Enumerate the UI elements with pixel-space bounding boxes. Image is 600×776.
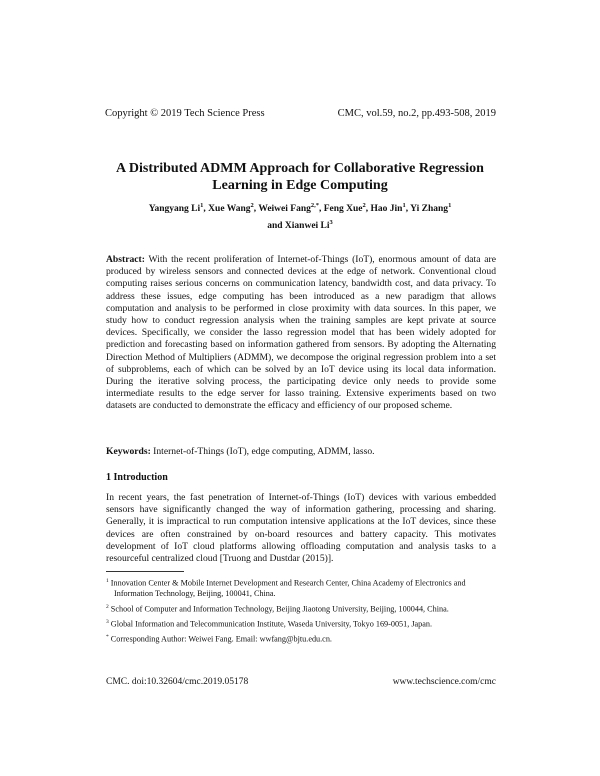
footnotes [106, 576, 498, 647]
author-name: Xianwei Li [284, 221, 330, 232]
journal-citation: CMC, vol.59, no.2, pp.493-508, 2019 [337, 108, 496, 119]
title-line-1: A Distributed ADMM Approach for Collaborative Regression [116, 161, 484, 176]
author-affiliation-mark: 1 [200, 202, 204, 209]
footnote-text: Corresponding Author: Weiwei Fang. Email: wwfang@bjtu.edu.cn. [110, 634, 332, 644]
keywords [106, 446, 496, 458]
footnote-mark: 3 [106, 618, 109, 625]
title-line-2: Learning in Edge Computing [212, 178, 388, 193]
authors-and: and [267, 221, 283, 232]
doi: CMC. doi:10.32604/cmc.2019.05178 [106, 677, 249, 687]
page-footer [106, 677, 496, 687]
footnote-text: Innovation Center & Mobile Internet Development and Research Center, China Academy of Electronics and Information Technology, Beijing, 100041, China. [110, 578, 466, 599]
author-affiliation-mark: 2 [250, 202, 254, 209]
footnote-mark: 2 [106, 603, 109, 610]
author-affiliation-mark: 2 [362, 202, 366, 209]
keywords-label: Keywords: [106, 446, 151, 457]
footnote [106, 617, 498, 630]
author-list [60, 199, 540, 233]
abstract [106, 254, 496, 413]
paper-title [60, 160, 540, 194]
introduction-paragraph: In recent years, the fast penetration of Internet-of-Things (IoT) devices with various embedded sensors have significantly changed the way of information gathering, processing and sharing. Generally, it is impractical to run computation intensive applications at the IoT devices, since these devices are often constrained by on-board resources and battery capacity. This motivates development of IoT cloud platforms allowing offloading computation and analysis tasks to a resourceful centralized cloud [Truong and Dustdar (2015)]. [106, 492, 496, 565]
keywords-text: Internet-of-Things (IoT), edge computing, ADMM, lasso. [153, 446, 375, 457]
author-affiliation-mark: 1 [448, 202, 452, 209]
footnote [106, 602, 498, 615]
author-name: Weiwei Fang [258, 204, 311, 215]
author-affiliation-mark: 3 [329, 219, 333, 227]
running-header [105, 108, 496, 119]
author-name: Hao Jin [370, 204, 403, 215]
footnote [106, 632, 498, 645]
footnote-divider [106, 571, 184, 572]
copyright-notice: Copyright © 2019 Tech Science Press [105, 108, 265, 119]
footnote-mark: * [106, 633, 109, 640]
author-name: Yi Zhang [410, 204, 449, 215]
footnote-text: Global Information and Telecommunication Institute, Waseda University, Tokyo 169-0051, Japan. [110, 619, 433, 629]
section-heading-introduction: 1 Introduction [106, 472, 168, 483]
author-name: Yangyang Li [148, 204, 201, 215]
author-line-2 [60, 216, 540, 233]
footnote-mark: 1 [106, 578, 109, 584]
abstract-text: With the recent proliferation of Internet-of-Things (IoT), enormous amount of data are produced by wireless sensors and connected devices at the edge of network. Conventional cloud computing raises serious concerns on communication latency, bandwidth cost, and data privacy. To address these issues, edge computing has been introduced as a new paradigm that allows computation and analysis to be performed in close proximity with data sources. In this paper, we study how to conduct regression analysis when the training samples are kept private at source devices. Specifically, we consider the lasso regression model that has been widely adopted for prediction and forecasting based on information gathered from sensors. By adopting the Alternating Direction Method of Multipliers (ADMM), we decompose the original regression problem into a set of subproblems, each of which can be solved by an IoT device using its local data information. During the iterative solving process, the participating device only needs to provide some intermediate results to the edge server for lasso training. Extensive experiments based on two datasets are conducted to demonstrate the efficacy and efficiency of our proposed scheme. [106, 254, 496, 412]
footnote-text: School of Computer and Information Technology, Beijing Jiaotong University, Beijing, 100044, China. [110, 604, 449, 614]
author-affiliation-mark: 1 [402, 202, 406, 209]
abstract-label: Abstract: [106, 254, 145, 265]
author-name: Xue Wang [208, 204, 251, 215]
author-line-1: Yangyang Li$^1$, Xue Wang$^2$, Weiwei Fang$^{2,*}$, Feng Xue$^2$, Hao Jin$^1$, Yi Zhang$^1$ [148, 202, 452, 215]
author-affiliation-mark: 2,* [310, 202, 319, 209]
author-name: Feng Xue [323, 204, 363, 215]
journal-url[interactable]: www.techscience.com/cmc [392, 677, 496, 687]
footnote [106, 576, 498, 600]
